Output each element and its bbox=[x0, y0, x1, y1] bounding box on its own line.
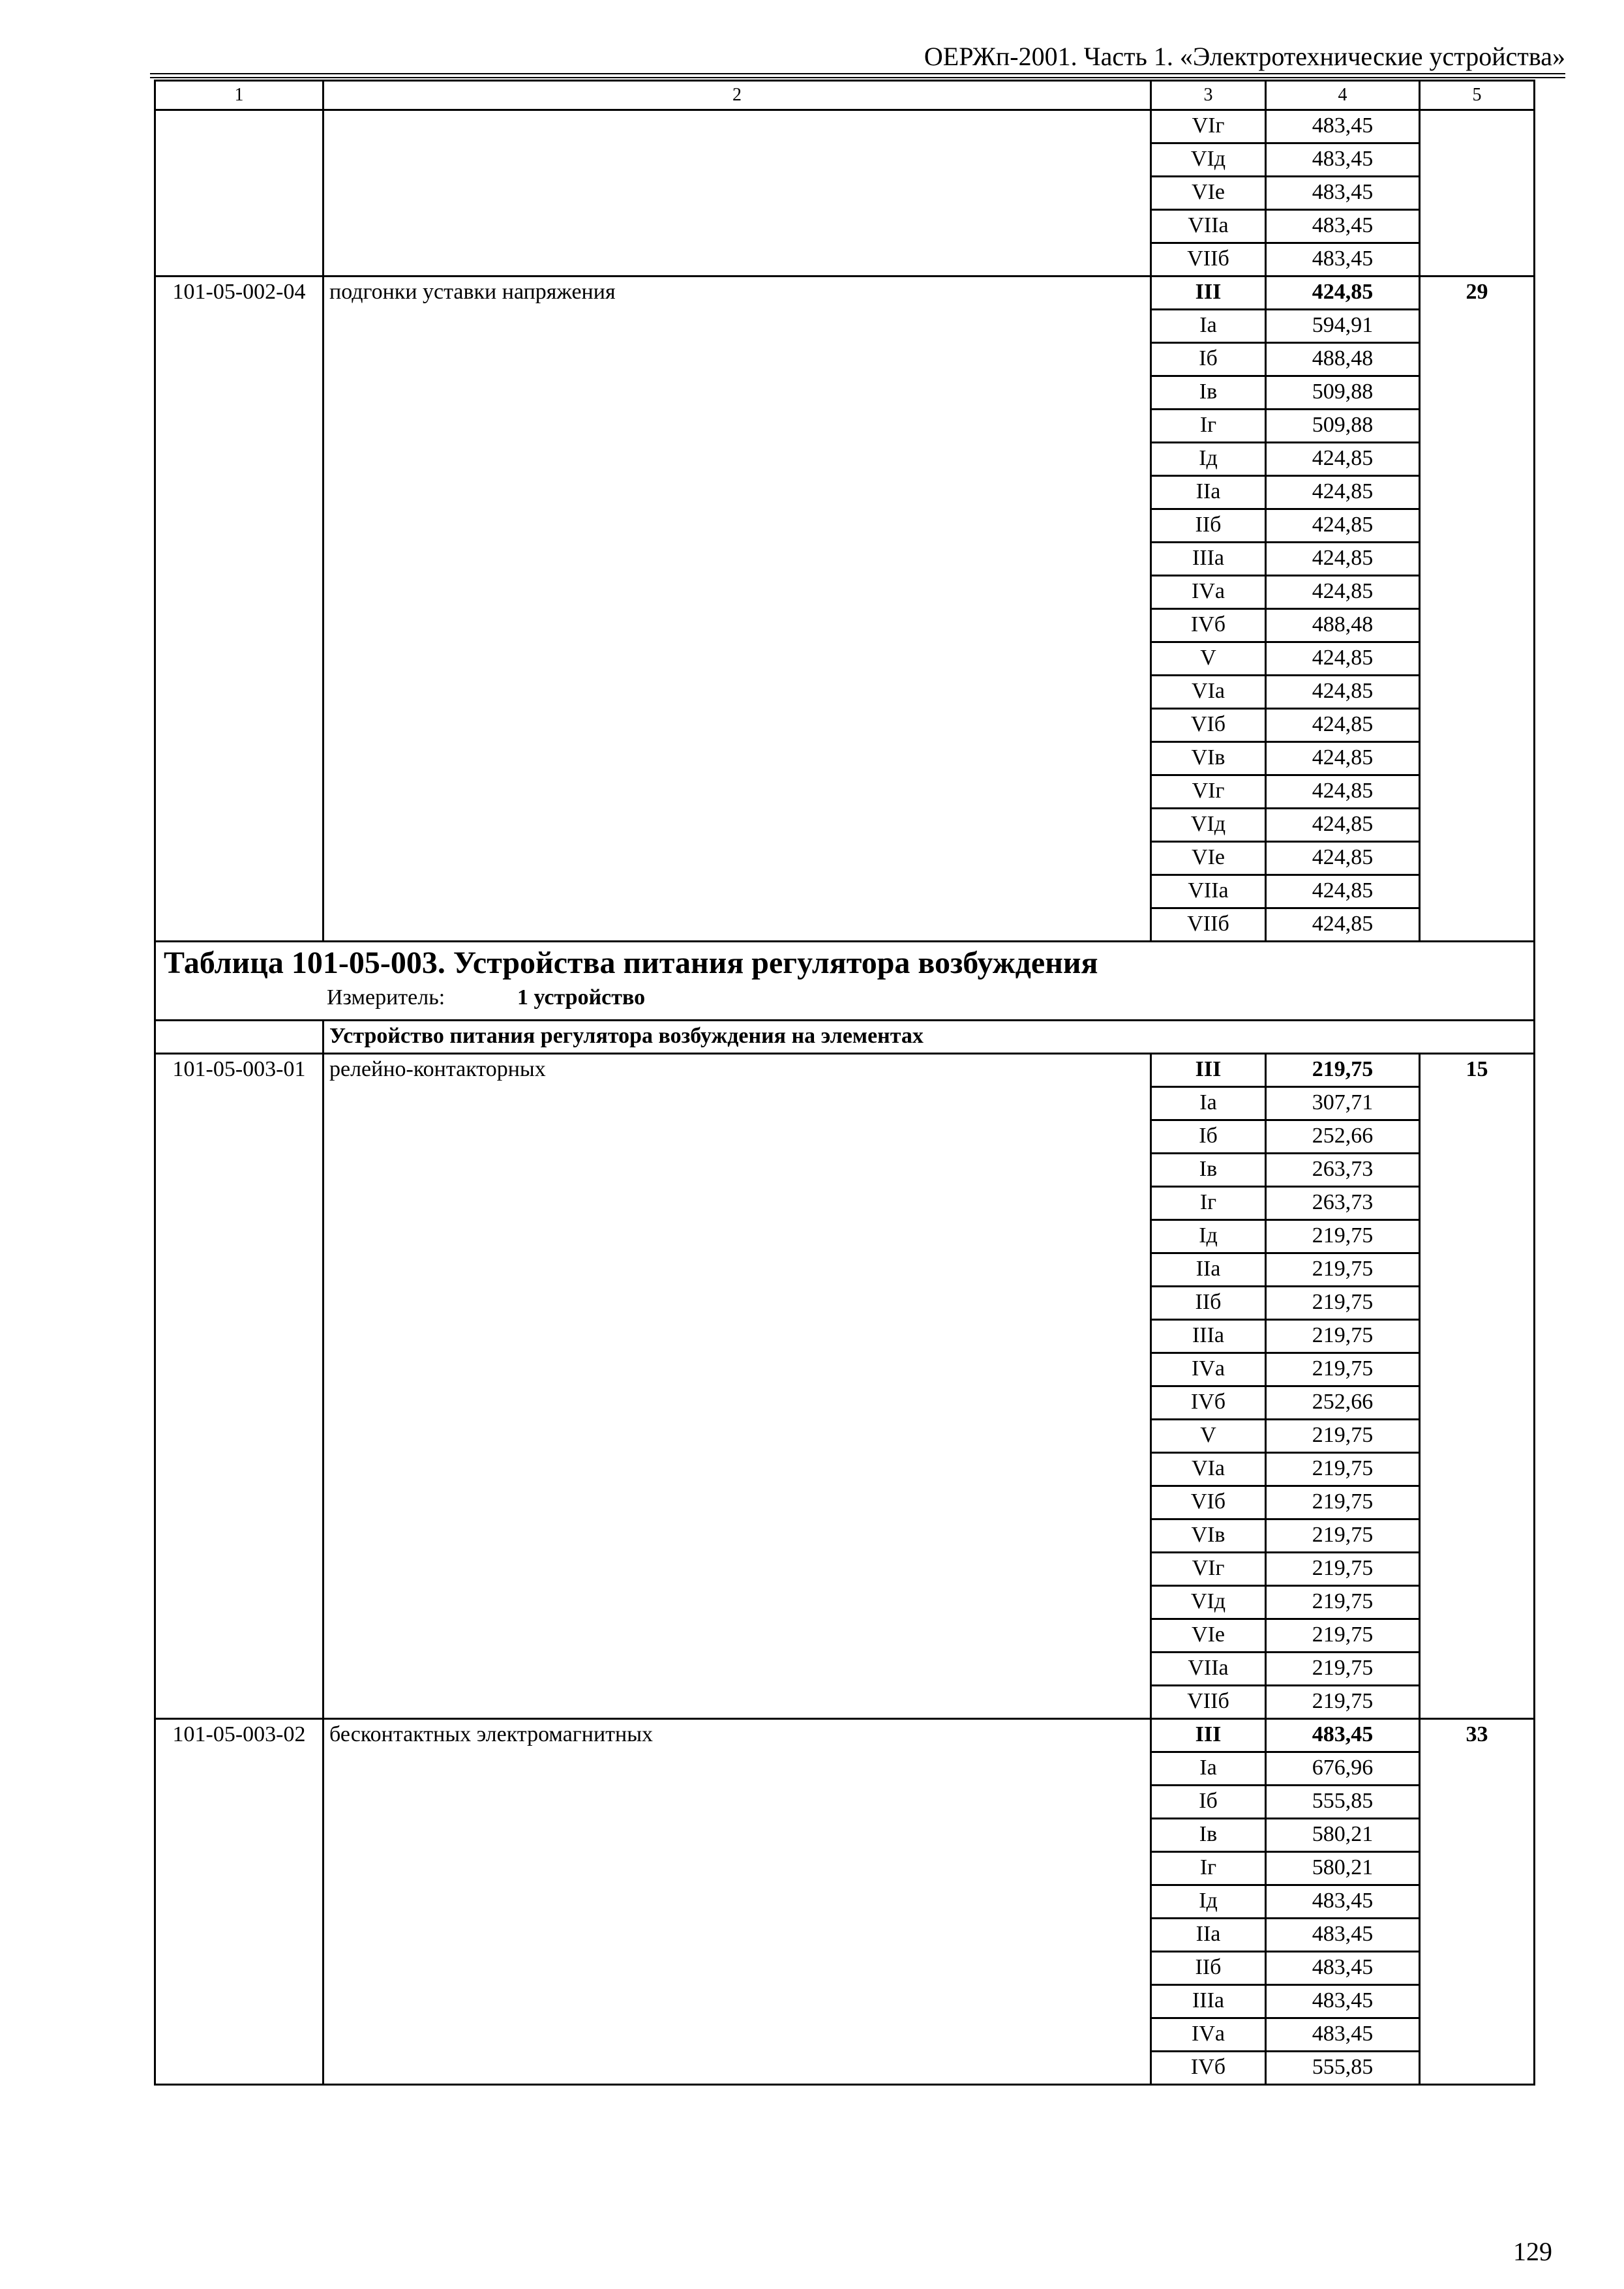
zone-cell: Iб bbox=[1151, 343, 1266, 376]
zone-cell: Iб bbox=[1151, 1120, 1266, 1154]
value-cell: 424,85 bbox=[1266, 842, 1420, 875]
code-cell-empty bbox=[155, 110, 323, 277]
base-value: 424,85 bbox=[1266, 277, 1420, 310]
base-value: 219,75 bbox=[1266, 1054, 1420, 1087]
item-row-101-05-003-02 bbox=[155, 1719, 1535, 1752]
zone-cell: Iг bbox=[1151, 1187, 1266, 1220]
zone-cell: VIIа bbox=[1151, 1653, 1266, 1686]
value-cell: 483,45 bbox=[1266, 1952, 1420, 1985]
value-cell: 483,45 bbox=[1266, 1885, 1420, 1919]
value-cell: 424,85 bbox=[1266, 742, 1420, 775]
measure-value: 1 устройство bbox=[517, 985, 646, 1010]
col5-value: 29 bbox=[1420, 277, 1535, 942]
value-cell: 424,85 bbox=[1266, 809, 1420, 842]
subtitle-row bbox=[155, 1021, 1535, 1054]
table-subtitle: Устройство питания регулятора возбуждения на элементах bbox=[323, 1021, 1535, 1054]
price-table-frame bbox=[154, 80, 1535, 2086]
value-cell: 424,85 bbox=[1266, 509, 1420, 543]
zone-cell: VIе bbox=[1151, 1619, 1266, 1653]
zone-cell: IIIа bbox=[1151, 543, 1266, 576]
value-cell: 424,85 bbox=[1266, 576, 1420, 609]
value-cell: 483,45 bbox=[1266, 2018, 1420, 2052]
table-title: Таблица 101-05-003. Устройства питания регулятора возбуждения bbox=[164, 946, 1098, 980]
value-cell: 424,85 bbox=[1266, 775, 1420, 809]
value-cell: 483,45 bbox=[1266, 1985, 1420, 2018]
zone-cell: VIIа bbox=[1151, 875, 1266, 908]
item-row-101-05-003-01 bbox=[155, 1054, 1535, 1087]
zone-cell: V bbox=[1151, 642, 1266, 676]
zone-cell: IVб bbox=[1151, 609, 1266, 642]
column-header-5: 5 bbox=[1420, 81, 1535, 110]
value-cell: 219,75 bbox=[1266, 1619, 1420, 1653]
table-title-row bbox=[155, 942, 1535, 1021]
zone-cell: VIIа bbox=[1151, 210, 1266, 243]
value-cell: 488,48 bbox=[1266, 343, 1420, 376]
header-rule bbox=[150, 73, 1565, 74]
zone-cell: VIв bbox=[1151, 742, 1266, 775]
page-number: 129 bbox=[1513, 2237, 1552, 2266]
base-zone: III bbox=[1151, 1719, 1266, 1752]
value-cell: 263,73 bbox=[1266, 1187, 1420, 1220]
zone-cell: IIа bbox=[1151, 476, 1266, 509]
zone-cell: VIIб bbox=[1151, 1686, 1266, 1719]
value-cell: 219,75 bbox=[1266, 1686, 1420, 1719]
column-number-row bbox=[155, 81, 1535, 110]
zone-cell: IVа bbox=[1151, 576, 1266, 609]
base-zone: III bbox=[1151, 277, 1266, 310]
value-cell: 252,66 bbox=[1266, 1120, 1420, 1154]
zone-cell: VIб bbox=[1151, 1486, 1266, 1519]
value-cell: 509,88 bbox=[1266, 376, 1420, 410]
zone-cell: Iд bbox=[1151, 1885, 1266, 1919]
value-cell: 252,66 bbox=[1266, 1386, 1420, 1420]
zone-cell: IVа bbox=[1151, 1353, 1266, 1386]
value-cell: 483,45 bbox=[1266, 143, 1420, 177]
value-cell: 424,85 bbox=[1266, 443, 1420, 476]
value-cell: 263,73 bbox=[1266, 1154, 1420, 1187]
subtitle-code-empty bbox=[155, 1021, 323, 1054]
zone-cell: IIб bbox=[1151, 509, 1266, 543]
value-cell: 219,75 bbox=[1266, 1220, 1420, 1253]
value-cell: 424,85 bbox=[1266, 875, 1420, 908]
zone-cell: VIIб bbox=[1151, 243, 1266, 277]
continuation-row bbox=[155, 110, 1535, 143]
zone-cell: IIб bbox=[1151, 1287, 1266, 1320]
col5-value: 15 bbox=[1420, 1054, 1535, 1719]
zone-cell: Iд bbox=[1151, 443, 1266, 476]
zone-cell: VIе bbox=[1151, 842, 1266, 875]
item-code: 101-05-002-04 bbox=[155, 277, 323, 942]
item-name: подгонки уставки напряжения bbox=[323, 277, 1151, 942]
column-header-2: 2 bbox=[323, 81, 1151, 110]
zone-cell: Iв bbox=[1151, 1819, 1266, 1852]
value-cell: 424,85 bbox=[1266, 642, 1420, 676]
zone-cell: V bbox=[1151, 1420, 1266, 1453]
zone-cell: IVа bbox=[1151, 2018, 1266, 2052]
item-code: 101-05-003-02 bbox=[155, 1719, 323, 2085]
value-cell: 219,75 bbox=[1266, 1486, 1420, 1519]
value-cell: 676,96 bbox=[1266, 1752, 1420, 1786]
zone-cell: IVб bbox=[1151, 1386, 1266, 1420]
zone-cell: Iа bbox=[1151, 310, 1266, 343]
zone-cell: Iа bbox=[1151, 1087, 1266, 1120]
base-zone: III bbox=[1151, 1054, 1266, 1087]
measure-label: Измеритель: bbox=[327, 985, 445, 1010]
zone-cell: IIIа bbox=[1151, 1320, 1266, 1353]
value-cell: 580,21 bbox=[1266, 1852, 1420, 1885]
item-code: 101-05-003-01 bbox=[155, 1054, 323, 1719]
value-cell: 483,45 bbox=[1266, 1919, 1420, 1952]
zone-cell: Iг bbox=[1151, 410, 1266, 443]
value-cell: 555,85 bbox=[1266, 2052, 1420, 2085]
value-cell: 219,75 bbox=[1266, 1253, 1420, 1287]
value-cell: 594,91 bbox=[1266, 310, 1420, 343]
zone-cell: VIг bbox=[1151, 110, 1266, 143]
item-name: релейно-контакторных bbox=[323, 1054, 1151, 1719]
value-cell: 219,75 bbox=[1266, 1353, 1420, 1386]
value-cell: 424,85 bbox=[1266, 908, 1420, 942]
zone-cell: IIIа bbox=[1151, 1985, 1266, 2018]
zone-cell: VIд bbox=[1151, 1586, 1266, 1619]
zone-cell: VIд bbox=[1151, 143, 1266, 177]
value-cell: 424,85 bbox=[1266, 709, 1420, 742]
zone-cell: VIв bbox=[1151, 1519, 1266, 1553]
col5-value: 33 bbox=[1420, 1719, 1535, 2085]
zone-cell: VIIб bbox=[1151, 908, 1266, 942]
base-value: 483,45 bbox=[1266, 1719, 1420, 1752]
value-cell: 424,85 bbox=[1266, 543, 1420, 576]
item-name: бесконтактных электромагнитных bbox=[323, 1719, 1151, 2085]
zone-cell: VIе bbox=[1151, 177, 1266, 210]
zone-cell: IIб bbox=[1151, 1952, 1266, 1985]
zone-cell: VIа bbox=[1151, 676, 1266, 709]
column-header-3: 3 bbox=[1151, 81, 1266, 110]
zone-cell: Iг bbox=[1151, 1852, 1266, 1885]
zone-cell: Iв bbox=[1151, 1154, 1266, 1187]
zone-cell: VIг bbox=[1151, 775, 1266, 809]
zone-cell: Iд bbox=[1151, 1220, 1266, 1253]
value-cell: 219,75 bbox=[1266, 1519, 1420, 1553]
zone-cell: IVб bbox=[1151, 2052, 1266, 2085]
value-cell: 483,45 bbox=[1266, 110, 1420, 143]
zone-cell: Iб bbox=[1151, 1786, 1266, 1819]
column-header-1: 1 bbox=[155, 81, 323, 110]
col5-cell-empty bbox=[1420, 110, 1535, 277]
value-cell: 580,21 bbox=[1266, 1819, 1420, 1852]
value-cell: 555,85 bbox=[1266, 1786, 1420, 1819]
name-cell-empty bbox=[323, 110, 1151, 277]
column-header-4: 4 bbox=[1266, 81, 1420, 110]
value-cell: 483,45 bbox=[1266, 177, 1420, 210]
value-cell: 424,85 bbox=[1266, 676, 1420, 709]
zone-cell: IIа bbox=[1151, 1253, 1266, 1287]
value-cell: 219,75 bbox=[1266, 1586, 1420, 1619]
zone-cell: VIд bbox=[1151, 809, 1266, 842]
measure-line bbox=[156, 983, 1533, 1013]
zone-cell: VIг bbox=[1151, 1553, 1266, 1586]
price-table bbox=[154, 80, 1535, 2086]
header-rule-second bbox=[150, 77, 1565, 78]
zone-cell: Iв bbox=[1151, 376, 1266, 410]
value-cell: 219,75 bbox=[1266, 1653, 1420, 1686]
table-title-block bbox=[155, 942, 1535, 1021]
item-row-101-05-002-04 bbox=[155, 277, 1535, 310]
value-cell: 488,48 bbox=[1266, 609, 1420, 642]
value-cell: 509,88 bbox=[1266, 410, 1420, 443]
zone-cell: VIа bbox=[1151, 1453, 1266, 1486]
zone-cell: IIа bbox=[1151, 1919, 1266, 1952]
zone-cell: Iа bbox=[1151, 1752, 1266, 1786]
value-cell: 483,45 bbox=[1266, 210, 1420, 243]
zone-cell: VIб bbox=[1151, 709, 1266, 742]
value-cell: 483,45 bbox=[1266, 243, 1420, 277]
value-cell: 219,75 bbox=[1266, 1320, 1420, 1353]
value-cell: 219,75 bbox=[1266, 1420, 1420, 1453]
value-cell: 307,71 bbox=[1266, 1087, 1420, 1120]
value-cell: 219,75 bbox=[1266, 1453, 1420, 1486]
value-cell: 219,75 bbox=[1266, 1287, 1420, 1320]
running-header: ОЕРЖп-2001. Часть 1. «Электротехнические устройства» bbox=[924, 42, 1565, 71]
price-table-body bbox=[155, 81, 1535, 2085]
value-cell: 219,75 bbox=[1266, 1553, 1420, 1586]
value-cell: 424,85 bbox=[1266, 476, 1420, 509]
